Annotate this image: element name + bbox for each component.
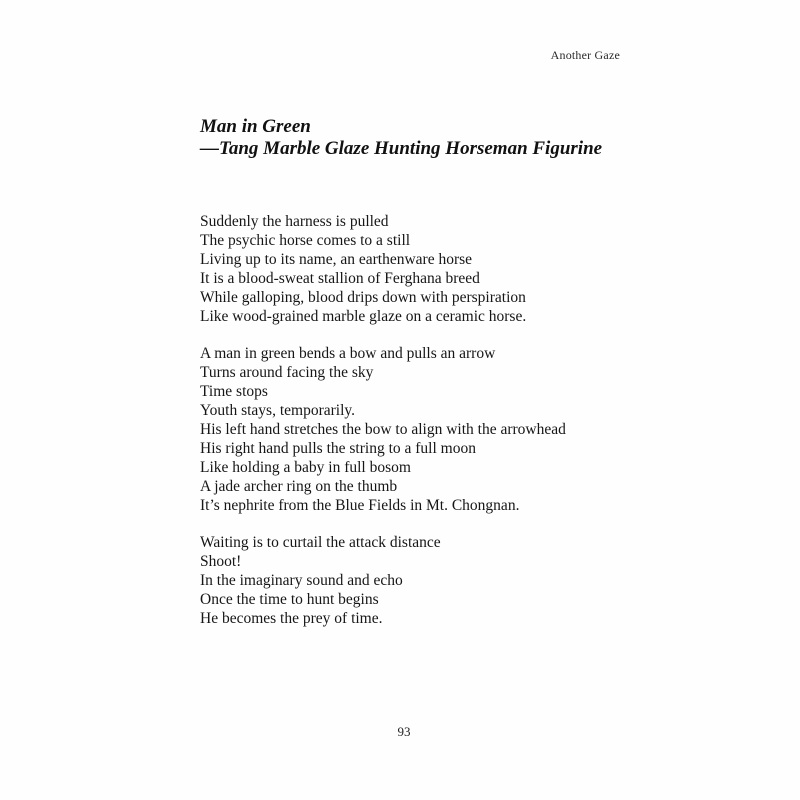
poem-line: In the imaginary sound and echo [200, 572, 403, 589]
poem-line: Shoot! [200, 553, 242, 570]
poem-line: Suddenly the harness is pulled [200, 213, 389, 230]
poem-line: His left hand stretches the bow to align with the arrowhead [200, 421, 566, 438]
poem-body [200, 212, 720, 646]
poem-line: His right hand pulls the string to a full moon [200, 440, 476, 457]
poem-line: The psychic horse comes to a still [200, 232, 411, 249]
poem-line: It is a blood-sweat stallion of Ferghana breed [200, 270, 480, 287]
stanza-2 [200, 344, 720, 515]
poem-line: Like holding a baby in full bosom [200, 459, 411, 476]
poem-line: A man in green bends a bow and pulls an arrow [200, 345, 496, 362]
poem-line: Once the time to hunt begins [200, 591, 379, 608]
poem-subtitle: —Tang Marble Glaze Hunting Horseman Figurine [200, 138, 603, 159]
poem-line: He becomes the prey of time. [200, 610, 383, 627]
poem-line: Time stops [200, 383, 268, 400]
poem-line: Youth stays, temporarily. [200, 402, 355, 419]
page-number: 93 [397, 724, 411, 739]
poem-line: It’s nephrite from the Blue Fields in Mt. Chongnan. [200, 497, 520, 514]
poem-line: While galloping, blood drips down with perspiration [200, 289, 526, 306]
poem-line: Living up to its name, an earthenware horse [200, 251, 473, 268]
poem-line: Like wood-grained marble glaze on a ceramic horse. [200, 308, 527, 325]
running-header: Another Gaze [550, 48, 620, 62]
poem-title-main: Man in Green [200, 116, 311, 137]
stanza-1 [200, 212, 720, 326]
poem-line: Turns around facing the sky [200, 364, 374, 381]
poem-title [200, 116, 720, 160]
poem-line: Waiting is to curtail the attack distance [200, 534, 441, 551]
poem-line: A jade archer ring on the thumb [200, 478, 398, 495]
stanza-3 [200, 533, 720, 628]
